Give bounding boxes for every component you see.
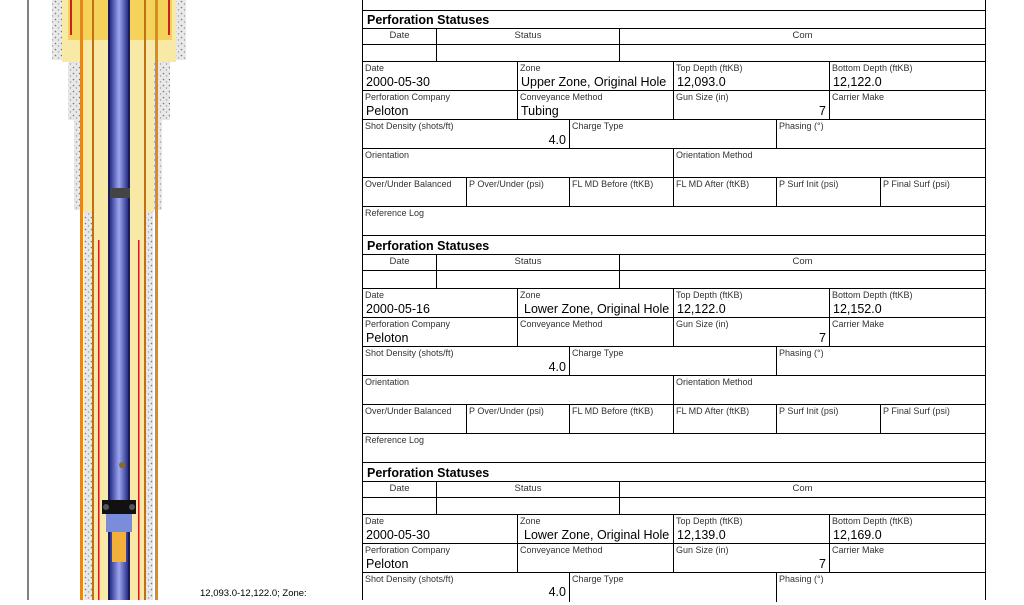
fl-after-label: FL MD After (ftKB) [676,406,750,416]
conveyance-value: Tubing [521,104,559,118]
p-surf-init-label: P Surf Init (psi) [779,179,839,189]
pressure-row [363,178,985,207]
top-depth-value: 12,093.0 [677,75,726,89]
gun-size-label: Gun Size (in) [676,319,729,329]
section-title: Perforation Statuses [367,239,490,253]
shot-density-label: Shot Density (shots/ft) [365,574,454,584]
section-3-header [363,463,985,482]
bottom-depth-label: Bottom Depth (ftKB) [832,63,913,73]
bottom-depth-cell [830,62,985,90]
orientation-method-label: Orientation Method [676,377,753,387]
over-under-label: Over/Under Balanced [365,406,452,416]
phasing-label: Phasing (°) [779,348,824,358]
status-col-header-row [363,255,985,271]
p-final-surf-label: P Final Surf (psi) [883,406,950,416]
company-row [363,544,985,573]
orientation-row [363,149,985,178]
form-top-row [363,0,985,11]
date-value: 2000-05-16 [366,302,430,316]
col-com-header: Com [792,30,813,41]
bottom-depth-value: 12,169.0 [833,528,882,542]
date-value: 2000-05-30 [366,528,430,542]
section-title: Perforation Statuses [367,13,490,27]
col-status-header: Status [514,483,542,494]
status-empty-row [363,498,985,515]
date-label: Date [365,516,385,526]
shot-density-value: 4.0 [548,360,566,374]
zone-value: Lower Zone, Original Hole [524,302,670,316]
section-title: Perforation Statuses [367,466,490,480]
top-depth-cell [674,62,830,90]
company-label: Perforation Company [365,545,451,555]
fl-before-label: FL MD Before (ftKB) [572,406,654,416]
top-depth-value: 12,139.0 [677,528,726,542]
zone-row [363,515,985,544]
bottom-depth-label: Bottom Depth (ftKB) [832,290,913,300]
zone-label: Zone [520,63,541,73]
wellbore-schematic [0,0,362,600]
company-value: Peloton [366,104,409,118]
reference-log-row [363,434,985,463]
charge-type-label: Charge Type [572,121,624,131]
col-com-header: Com [792,483,813,494]
zone-row [363,289,985,318]
carrier-make-label: Carrier Make [832,545,885,555]
orientation-label: Orientation [365,150,410,160]
zone-row [363,62,985,91]
company-label: Perforation Company [365,92,451,102]
p-surf-init-label: P Surf Init (psi) [779,406,839,416]
company-row [363,318,985,347]
fl-after-label: FL MD After (ftKB) [676,179,750,189]
date-label: Date [365,290,385,300]
p-over-under-label: P Over/Under (psi) [469,406,544,416]
col-date-header: Date [389,30,410,41]
section-1-header [363,11,985,29]
date-cell [363,62,518,90]
col-status-header: Status [514,256,542,267]
col-date-header: Date [389,256,410,267]
company-row [363,91,985,120]
bottom-depth-label: Bottom Depth (ftKB) [832,516,913,526]
company-value: Peloton [366,331,409,345]
company-value: Peloton [366,557,409,571]
top-depth-label: Top Depth (ftKB) [676,516,743,526]
phasing-label: Phasing (°) [779,574,824,584]
status-empty-row [363,271,985,289]
bottom-depth-value: 12,122.0 [833,75,882,89]
company-label: Perforation Company [365,319,451,329]
zone-cell [518,62,674,90]
over-under-label: Over/Under Balanced [365,179,452,189]
charge-type-label: Charge Type [572,348,624,358]
conveyance-label: Conveyance Method [520,319,603,329]
shot-density-row [363,347,985,376]
depth-zone-label: 12,093.0-12,122.0; Zone: [200,588,307,599]
p-final-surf-label: P Final Surf (psi) [883,179,950,189]
wellbore-drawing [0,0,362,600]
gun-size-value: 7 [819,557,826,571]
orientation-label: Orientation [365,377,410,387]
shot-density-row [363,120,985,149]
zone-label: Zone [520,290,541,300]
gun-size-label: Gun Size (in) [676,545,729,555]
gun-size-value: 7 [819,104,826,118]
top-depth-label: Top Depth (ftKB) [676,290,743,300]
col-date-header: Date [389,483,410,494]
status-col-header-row [363,482,985,498]
col-com-header: Com [792,256,813,267]
conveyance-label: Conveyance Method [520,545,603,555]
bottom-depth-value: 12,152.0 [833,302,882,316]
reference-log-label: Reference Log [365,435,425,445]
charge-type-label: Charge Type [572,574,624,584]
p-over-under-label: P Over/Under (psi) [469,179,544,189]
carrier-make-label: Carrier Make [832,319,885,329]
shot-density-value: 4.0 [548,133,566,147]
fl-before-label: FL MD Before (ftKB) [572,179,654,189]
conveyance-label: Conveyance Method [520,92,603,102]
carrier-make-label: Carrier Make [832,92,885,102]
orientation-row [363,376,985,405]
date-label: Date [365,63,385,73]
reference-log-row [363,207,985,236]
section-2-header [363,236,985,255]
shot-density-label: Shot Density (shots/ft) [365,348,454,358]
zone-label: Zone [520,516,541,526]
status-empty-row [363,45,985,62]
shot-density-value: 4.0 [548,585,566,599]
zone-value: Upper Zone, Original Hole [521,75,667,89]
pressure-row [363,405,985,434]
date-value: 2000-05-30 [366,75,430,89]
gun-size-label: Gun Size (in) [676,92,729,102]
top-depth-label: Top Depth (ftKB) [676,63,743,73]
reference-log-label: Reference Log [365,208,425,218]
gun-size-value: 7 [819,331,826,345]
shot-density-row [363,573,985,602]
orientation-method-label: Orientation Method [676,150,753,160]
top-depth-value: 12,122.0 [677,302,726,316]
shot-density-label: Shot Density (shots/ft) [365,121,454,131]
col-status-header: Status [514,30,542,41]
phasing-label: Phasing (°) [779,121,824,131]
zone-value: Lower Zone, Original Hole [524,528,670,542]
perforation-form [362,0,986,600]
status-col-header-row [363,29,985,45]
